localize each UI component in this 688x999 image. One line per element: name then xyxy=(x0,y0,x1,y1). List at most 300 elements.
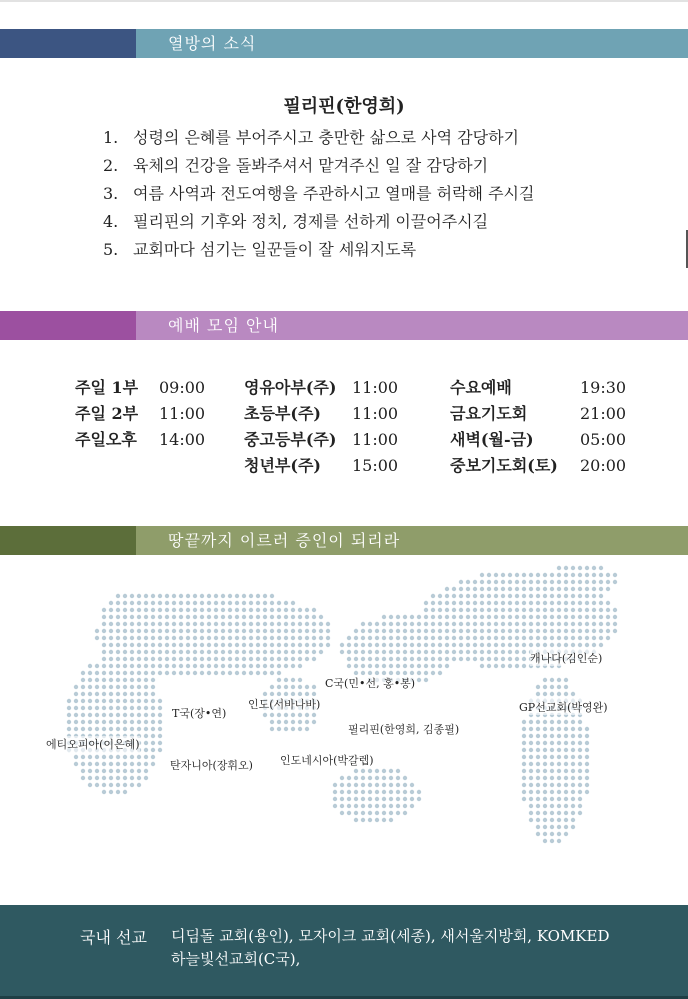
map-dot xyxy=(95,636,99,640)
map-dot xyxy=(326,643,330,647)
map-dot xyxy=(564,580,568,584)
map-dot xyxy=(550,594,554,598)
map-dot xyxy=(536,573,540,577)
map-dot xyxy=(480,636,484,640)
map-dot xyxy=(564,748,568,752)
world-map xyxy=(0,560,688,870)
map-dot xyxy=(298,608,302,612)
map-dot xyxy=(305,727,309,731)
map-dot xyxy=(123,664,127,668)
map-dot xyxy=(543,783,547,787)
map-dot xyxy=(298,678,302,682)
map-dot xyxy=(403,657,407,661)
map-dot xyxy=(284,629,288,633)
map-dot xyxy=(312,608,316,612)
map-dot xyxy=(116,622,120,626)
map-dot xyxy=(508,601,512,605)
map-dot xyxy=(382,818,386,822)
map-dot xyxy=(585,734,589,738)
map-dot xyxy=(438,622,442,626)
map-dot xyxy=(522,748,526,752)
map-dot xyxy=(151,615,155,619)
map-dot xyxy=(543,629,547,633)
map-dot xyxy=(137,622,141,626)
map-dot xyxy=(137,783,141,787)
map-dot xyxy=(242,671,246,675)
map-dot xyxy=(123,594,127,598)
map-dot xyxy=(74,699,78,703)
map-dot xyxy=(67,713,71,717)
map-dot xyxy=(578,622,582,626)
map-dot xyxy=(165,601,169,605)
map-dot xyxy=(403,650,407,654)
map-dot xyxy=(459,629,463,633)
map-dot xyxy=(172,664,176,668)
map-dot xyxy=(382,804,386,808)
map-dot xyxy=(137,678,141,682)
map-dot xyxy=(529,636,533,640)
map-dot xyxy=(508,622,512,626)
map-label-indonesia: 인도네시아(박갈렙) xyxy=(280,754,374,767)
map-dot xyxy=(291,657,295,661)
map-dot xyxy=(550,629,554,633)
map-dot xyxy=(410,783,414,787)
service-name: 영유아부(주) xyxy=(244,378,337,397)
map-dot xyxy=(445,587,449,591)
map-dot xyxy=(298,615,302,619)
map-dot xyxy=(382,776,386,780)
map-dot xyxy=(578,636,582,640)
map-dot xyxy=(550,748,554,752)
map-dot xyxy=(564,615,568,619)
map-dot xyxy=(256,594,260,598)
map-dot xyxy=(193,664,197,668)
map-dot xyxy=(214,622,218,626)
map-dot xyxy=(529,720,533,724)
map-dot xyxy=(543,762,547,766)
footer-line-1: 디딤돌 교회(용인), 모자이크 교회(세종), 새서울지방회, KOMKED xyxy=(171,927,610,945)
map-dot xyxy=(466,587,470,591)
map-dot xyxy=(172,636,176,640)
map-dot xyxy=(592,608,596,612)
map-dot xyxy=(368,622,372,626)
map-dot xyxy=(536,685,540,689)
item-text: 교회마다 섬기는 일꾼들이 잘 세워지도록 xyxy=(133,240,417,259)
map-dot xyxy=(417,797,421,801)
map-dot xyxy=(501,601,505,605)
map-dot xyxy=(599,587,603,591)
map-dot xyxy=(473,622,477,626)
map-dot xyxy=(109,657,113,661)
map-dot xyxy=(571,769,575,773)
map-dot xyxy=(494,601,498,605)
map-dot xyxy=(130,608,134,612)
map-dot xyxy=(144,664,148,668)
map-dot xyxy=(606,608,610,612)
map-dot xyxy=(130,769,134,773)
map-dot xyxy=(137,769,141,773)
service-time: 14:00 xyxy=(159,430,206,449)
map-dot xyxy=(144,699,148,703)
map-dot xyxy=(571,629,575,633)
map-dot xyxy=(326,622,330,626)
map-dot xyxy=(361,643,365,647)
map-dot xyxy=(557,608,561,612)
map-dot xyxy=(515,636,519,640)
map-dot xyxy=(396,664,400,668)
map-dot xyxy=(410,615,414,619)
map-dot xyxy=(522,720,526,724)
map-dot xyxy=(263,622,267,626)
service-time: 05:00 xyxy=(580,430,627,449)
map-dot xyxy=(473,601,477,605)
map-dot xyxy=(599,608,603,612)
map-dot xyxy=(543,755,547,759)
list-item xyxy=(103,236,534,264)
map-dot xyxy=(536,783,540,787)
map-dot xyxy=(585,587,589,591)
map-dot xyxy=(298,664,302,668)
map-dot xyxy=(347,804,351,808)
map-dot xyxy=(487,664,491,668)
map-dot xyxy=(459,657,463,661)
map-dot xyxy=(144,713,148,717)
map-dot xyxy=(263,636,267,640)
map-dot xyxy=(144,671,148,675)
map-dot xyxy=(487,643,491,647)
map-dot xyxy=(466,636,470,640)
map-dot xyxy=(81,713,85,717)
map-dot xyxy=(186,608,190,612)
map-dot xyxy=(109,783,113,787)
map-dot xyxy=(249,664,253,668)
map-dot xyxy=(564,755,568,759)
map-dot xyxy=(452,587,456,591)
map-dot xyxy=(242,622,246,626)
map-dot xyxy=(130,706,134,710)
map-dot xyxy=(529,762,533,766)
map-dot xyxy=(102,790,106,794)
map-dot xyxy=(480,573,484,577)
map-dot xyxy=(193,608,197,612)
map-dot xyxy=(389,818,393,822)
map-dot xyxy=(165,664,169,668)
map-dot xyxy=(277,720,281,724)
map-dot xyxy=(585,741,589,745)
map-dot xyxy=(102,643,106,647)
map-dot xyxy=(571,762,575,766)
map-dot xyxy=(543,804,547,808)
map-dot xyxy=(158,608,162,612)
map-dot xyxy=(291,629,295,633)
map-dot xyxy=(368,804,372,808)
map-dot xyxy=(151,727,155,731)
map-dot xyxy=(116,776,120,780)
map-dot xyxy=(445,636,449,640)
map-dot xyxy=(578,748,582,752)
map-dot xyxy=(221,622,225,626)
map-dot xyxy=(564,762,568,766)
map-dot xyxy=(508,615,512,619)
map-dot xyxy=(494,587,498,591)
map-dot xyxy=(585,629,589,633)
service-time: 19:30 xyxy=(580,378,627,397)
map-dot xyxy=(445,629,449,633)
map-dot xyxy=(473,629,477,633)
map-dot xyxy=(312,636,316,640)
map-dot xyxy=(599,629,603,633)
map-dot xyxy=(291,615,295,619)
map-dot xyxy=(333,804,337,808)
item-number: 4. xyxy=(103,212,119,231)
map-dot xyxy=(102,769,106,773)
map-dot xyxy=(88,783,92,787)
map-dot xyxy=(564,727,568,731)
map-dot xyxy=(599,643,603,647)
map-dot xyxy=(340,790,344,794)
map-dot xyxy=(543,622,547,626)
map-dot xyxy=(375,797,379,801)
map-dot xyxy=(158,650,162,654)
map-dot xyxy=(564,594,568,598)
map-dot xyxy=(403,783,407,787)
map-dot xyxy=(459,587,463,591)
map-dot xyxy=(557,776,561,780)
map-dot xyxy=(396,650,400,654)
map-dot xyxy=(291,664,295,668)
map-dot xyxy=(424,671,428,675)
map-dot xyxy=(214,650,218,654)
map-dot xyxy=(522,608,526,612)
map-dot xyxy=(368,811,372,815)
map-dot xyxy=(494,643,498,647)
map-dot xyxy=(424,650,428,654)
map-dot xyxy=(571,692,575,696)
map-dot xyxy=(550,825,554,829)
map-dot xyxy=(368,650,372,654)
map-dot xyxy=(242,643,246,647)
map-dot xyxy=(368,776,372,780)
map-dot xyxy=(564,678,568,682)
map-dot xyxy=(228,650,232,654)
map-dot xyxy=(158,734,162,738)
map-dot xyxy=(417,671,421,675)
map-dot xyxy=(452,657,456,661)
map-dot xyxy=(102,636,106,640)
map-dot xyxy=(200,601,204,605)
map-dot xyxy=(466,580,470,584)
map-dot xyxy=(179,594,183,598)
map-dot xyxy=(424,601,428,605)
map-dot xyxy=(599,601,603,605)
map-dot xyxy=(214,594,218,598)
map-dot xyxy=(459,608,463,612)
map-dot xyxy=(151,692,155,696)
map-dot xyxy=(543,797,547,801)
map-dot xyxy=(277,664,281,668)
map-dot xyxy=(137,594,141,598)
map-dot xyxy=(473,650,477,654)
map-dot xyxy=(564,720,568,724)
map-dot xyxy=(487,629,491,633)
map-dot xyxy=(228,671,232,675)
map-dot xyxy=(130,622,134,626)
map-dot xyxy=(438,594,442,598)
map-dot xyxy=(431,643,435,647)
map-dot xyxy=(536,804,540,808)
map-dot xyxy=(179,650,183,654)
map-dot xyxy=(67,727,71,731)
map-dot xyxy=(557,797,561,801)
map-dot xyxy=(550,741,554,745)
map-dot xyxy=(494,664,498,668)
map-dot xyxy=(522,587,526,591)
map-dot xyxy=(235,601,239,605)
map-dot xyxy=(522,657,526,661)
map-dot xyxy=(480,629,484,633)
map-dot xyxy=(578,741,582,745)
section-title-news: 열방의 소식 xyxy=(168,34,257,53)
map-dot xyxy=(529,608,533,612)
map-dot xyxy=(123,615,127,619)
map-dot xyxy=(270,664,274,668)
map-dot xyxy=(137,727,141,731)
map-dot xyxy=(557,678,561,682)
map-dot xyxy=(228,643,232,647)
map-dot xyxy=(361,790,365,794)
map-dot xyxy=(354,797,358,801)
map-dot xyxy=(571,587,575,591)
map-dot xyxy=(445,650,449,654)
map-dot xyxy=(354,769,358,773)
map-dot xyxy=(312,622,316,626)
map-dot xyxy=(417,650,421,654)
map-dot xyxy=(305,713,309,717)
map-dot xyxy=(396,804,400,808)
map-dot xyxy=(277,650,281,654)
map-dot xyxy=(536,601,540,605)
map-dot xyxy=(522,776,526,780)
map-dot xyxy=(494,594,498,598)
map-dot xyxy=(88,692,92,696)
map-dot xyxy=(501,629,505,633)
map-dot xyxy=(130,664,134,668)
map-dot xyxy=(571,776,575,780)
news-heading: 필리핀(한영희) xyxy=(283,96,405,117)
map-dot xyxy=(284,678,288,682)
map-dot xyxy=(158,643,162,647)
map-dot xyxy=(207,664,211,668)
map-dot xyxy=(158,594,162,598)
map-dot xyxy=(431,650,435,654)
map-dot xyxy=(179,608,183,612)
map-dot xyxy=(487,622,491,626)
map-dot xyxy=(473,580,477,584)
map-dot xyxy=(361,664,365,668)
map-dot xyxy=(557,769,561,773)
map-dot xyxy=(564,804,568,808)
map-dot xyxy=(578,783,582,787)
map-dot xyxy=(130,678,134,682)
map-dot xyxy=(144,692,148,696)
map-dot xyxy=(557,573,561,577)
map-dot xyxy=(298,720,302,724)
map-dot xyxy=(543,839,547,843)
map-dot xyxy=(417,643,421,647)
map-dot xyxy=(382,797,386,801)
map-dot xyxy=(424,664,428,668)
map-dot xyxy=(123,678,127,682)
map-dot xyxy=(277,657,281,661)
map-dot xyxy=(151,699,155,703)
map-dot xyxy=(445,608,449,612)
map-dot xyxy=(284,664,288,668)
map-dot xyxy=(571,594,575,598)
map-dot xyxy=(186,629,190,633)
map-dot xyxy=(389,776,393,780)
map-dot xyxy=(536,615,540,619)
map-dot xyxy=(200,664,204,668)
map-dot xyxy=(144,615,148,619)
map-dot xyxy=(144,629,148,633)
map-dot xyxy=(326,629,330,633)
map-dot xyxy=(375,643,379,647)
map-dot xyxy=(396,657,400,661)
map-dot xyxy=(438,671,442,675)
map-dot xyxy=(550,685,554,689)
map-dot xyxy=(487,608,491,612)
map-dot xyxy=(480,601,484,605)
map-dot xyxy=(361,804,365,808)
map-dot xyxy=(480,650,484,654)
map-dot xyxy=(438,643,442,647)
map-dot xyxy=(165,615,169,619)
map-dot xyxy=(501,622,505,626)
map-dot xyxy=(284,727,288,731)
map-dot xyxy=(585,615,589,619)
map-dot xyxy=(396,769,400,773)
map-dot xyxy=(116,706,120,710)
map-dot xyxy=(564,601,568,605)
map-dot xyxy=(550,608,554,612)
map-dot xyxy=(144,748,148,752)
map-dot xyxy=(592,643,596,647)
map-dot xyxy=(235,671,239,675)
map-dot xyxy=(550,727,554,731)
map-dot xyxy=(529,601,533,605)
map-dot xyxy=(508,657,512,661)
item-number: 1. xyxy=(103,128,119,147)
map-dot xyxy=(95,671,99,675)
map-dot xyxy=(172,671,176,675)
map-dot xyxy=(529,776,533,780)
map-dot xyxy=(95,769,99,773)
map-dot xyxy=(543,790,547,794)
map-dot xyxy=(585,755,589,759)
map-dot xyxy=(431,622,435,626)
map-dot xyxy=(102,685,106,689)
map-dot xyxy=(256,601,260,605)
map-dot xyxy=(200,657,204,661)
service-name: 청년부(주) xyxy=(244,456,321,475)
map-dot xyxy=(116,790,120,794)
map-dot xyxy=(172,622,176,626)
map-dot xyxy=(550,615,554,619)
map-dot xyxy=(200,608,204,612)
map-dot xyxy=(123,755,127,759)
map-dot xyxy=(571,601,575,605)
map-dot xyxy=(494,573,498,577)
